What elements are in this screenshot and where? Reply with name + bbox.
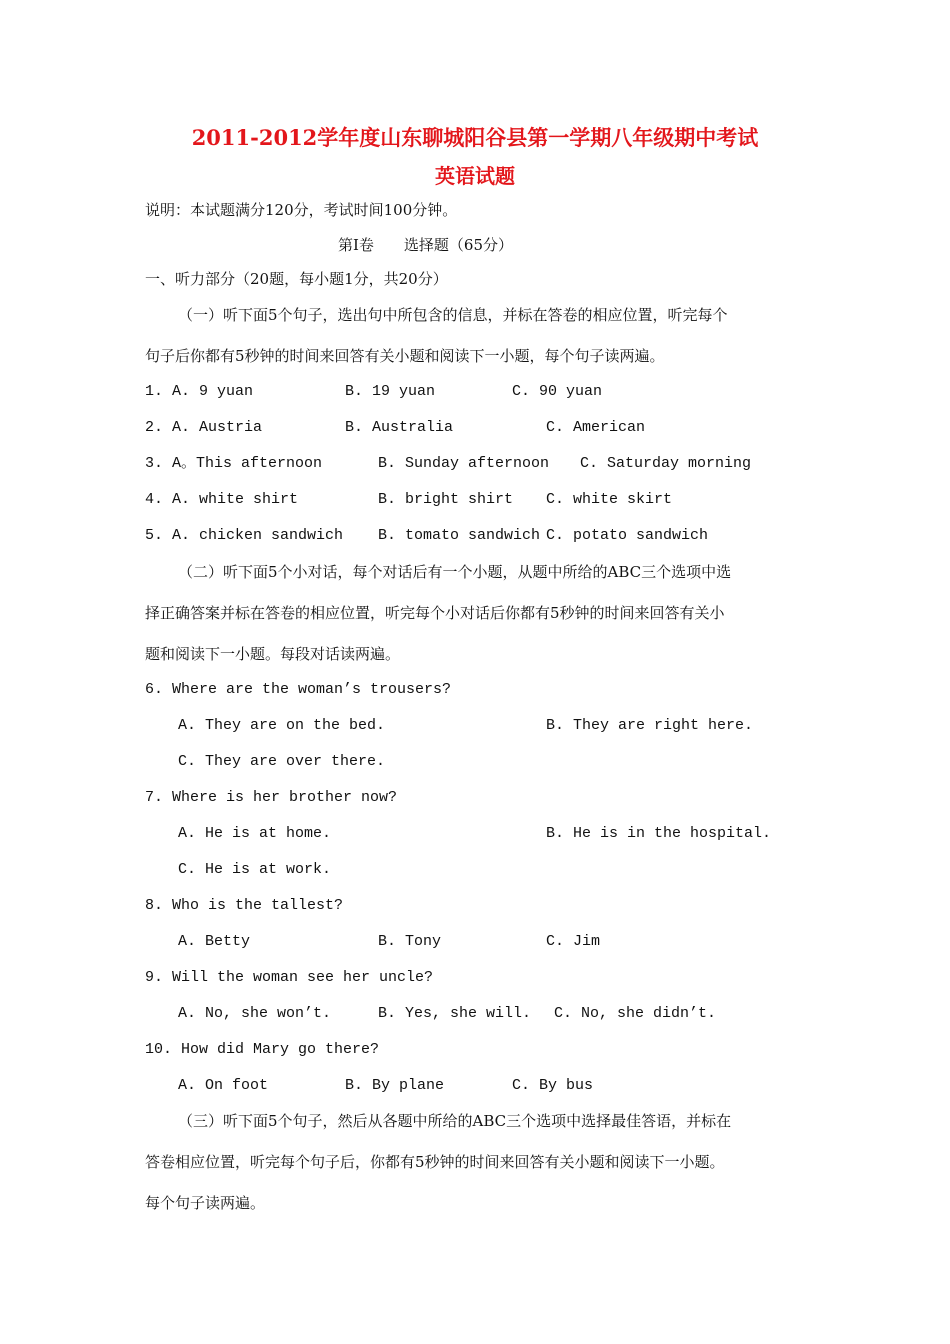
q6-option-c: C. They are over there. <box>178 753 386 770</box>
part3-instructions-end: 每个句子读两遍。 <box>145 1194 266 1212</box>
q1-option-c: C. 90 yuan <box>512 383 603 400</box>
q9-option-c: C. No, she didn’t. <box>554 1005 717 1022</box>
volume-heading: 第Ⅰ卷 选择题（65分） <box>338 236 514 254</box>
q4-option-a: 4. A. white shirt <box>145 491 299 508</box>
q10-option-a: A. On foot <box>178 1077 269 1094</box>
q10-stem: 10. How did Mary go there? <box>145 1041 380 1058</box>
q5-option-b: B. tomato sandwich <box>378 527 541 544</box>
part2-instructions-end: 题和阅读下一小题。每段对话读两遍。 <box>145 645 401 663</box>
q3-option-c: C. Saturday morning <box>580 455 752 472</box>
q8-option-c: C. Jim <box>546 933 601 950</box>
part2-instructions: （二）听下面5个小对话，每个对话后有一个小题，从题中所给的ABC三个选项中选 <box>178 563 732 581</box>
part2-instructions-cont: 择正确答案并标在答卷的相应位置，听完每个小对话后你都有5秒钟的时间来回答有关小 <box>145 604 725 622</box>
q9-stem: 9. Will the woman see her uncle? <box>145 969 434 986</box>
q8-option-a: A. Betty <box>178 933 251 950</box>
q1-option-b: B. 19 yuan <box>345 383 436 400</box>
q4-option-b: B. bright shirt <box>378 491 514 508</box>
q5-option-c: C. potato sandwich <box>546 527 709 544</box>
q3-option-b: B. Sunday afternoon <box>378 455 550 472</box>
q2-option-a: 2. A. Austria <box>145 419 263 436</box>
part3-instructions: （三）听下面5个句子，然后从各题中所给的ABC三个选项中选择最佳答语，并标在 <box>178 1112 732 1130</box>
q6-stem: 6. Where are the woman’s trousers? <box>145 681 452 698</box>
q2-option-c: C. American <box>546 419 646 436</box>
q5-option-a: 5. A. chicken sandwich <box>145 527 344 544</box>
part3-instructions-cont: 答卷相应位置，听完每个句子后，你都有5秒钟的时间来回答有关小题和阅读下一小题。 <box>145 1153 725 1171</box>
section-heading: 一、听力部分（20题，每小题1分，共20分） <box>145 270 448 288</box>
q3-option-a: 3. A。This afternoon <box>145 455 323 472</box>
exam-subtitle: 英语试题 <box>435 164 515 188</box>
q4-option-c: C. white skirt <box>546 491 673 508</box>
q2-option-b: B. Australia <box>345 419 454 436</box>
q10-option-b: B. By plane <box>345 1077 445 1094</box>
q7-option-b: B. He is in the hospital. <box>546 825 772 842</box>
q9-option-a: A. No, she won’t. <box>178 1005 332 1022</box>
part1-instructions-cont: 句子后你都有5秒钟的时间来回答有关小题和阅读下一小题，每个句子读两遍。 <box>145 347 665 365</box>
part1-instructions: （一）听下面5个句子，选出句中所包含的信息，并标在答卷的相应位置，听完每个 <box>178 306 728 324</box>
q7-stem: 7. Where is her brother now? <box>145 789 398 806</box>
q6-option-a: A. They are on the bed. <box>178 717 386 734</box>
q7-option-c: C. He is at work. <box>178 861 332 878</box>
q6-option-b: B. They are right here. <box>546 717 754 734</box>
q1-option-a: 1. A. 9 yuan <box>145 383 254 400</box>
q8-stem: 8. Who is the tallest? <box>145 897 344 914</box>
q9-option-b: B. Yes, she will. <box>378 1005 532 1022</box>
exam-note: 说明：本试题满分120分，考试时间100分钟。 <box>145 201 458 219</box>
exam-title: 2011-2012学年度山东聊城阳谷县第一学期八年级期中考试 <box>191 125 759 150</box>
q7-option-a: A. He is at home. <box>178 825 332 842</box>
q10-option-c: C. By bus <box>512 1077 594 1094</box>
q8-option-b: B. Tony <box>378 933 442 950</box>
